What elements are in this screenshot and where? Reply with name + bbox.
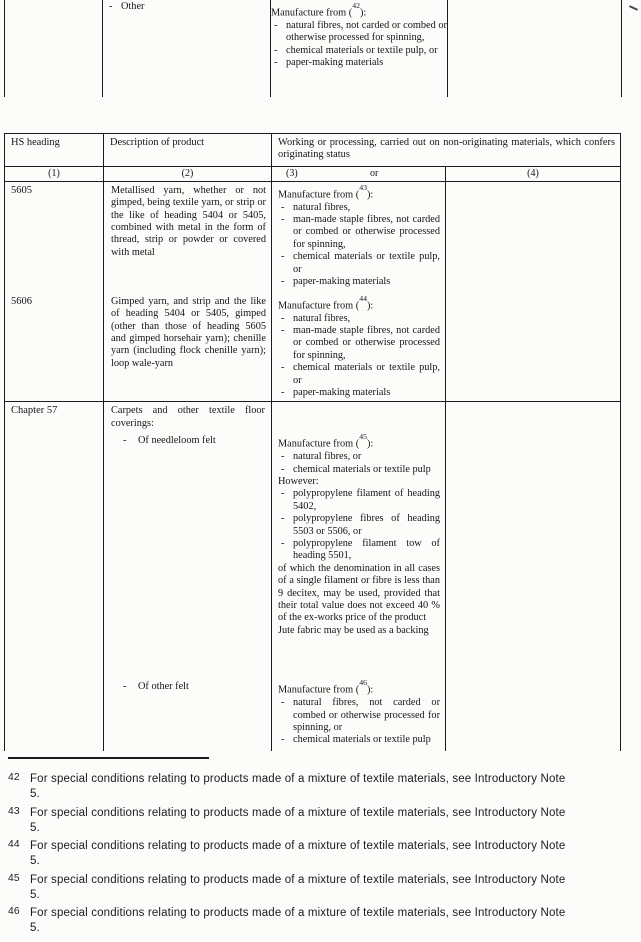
dash-bullet-glyph: - [274,44,278,56]
rule-bullet [278,488,440,513]
sub-item-label: Of other felt [138,681,189,693]
footnote-line1: For special conditions relating to products made of a mixture of textile materials, see Introductory Note [30,840,566,853]
footnote-45 [8,873,636,903]
fragment-description-cell [103,0,271,97]
manufacture-rule-heading [278,434,440,451]
footnote-text [30,806,636,836]
dash-bullet-glyph: - [281,463,285,475]
footnote-44 [8,839,636,869]
rule-bullet [278,362,440,387]
dash-bullet-glyph: - [281,201,285,213]
manufacture-rule-heading [278,680,440,697]
rule-bullet-text: chemical materials or textile pulp, or [293,362,440,386]
however-label: However: [278,475,319,487]
rule-bullet [278,251,440,276]
rule-bullet [278,276,440,288]
footnote-line1: For special conditions relating to products made of a mixture of textile materials, see Introductory Note [30,873,566,886]
rule-bullet [278,734,440,746]
footnote-reference-42: 42 [352,1,360,10]
rule-bullet-text: chemical materials or textile pulp, or [293,251,440,275]
footnote-line2: 5. [30,788,40,800]
rule-bullet-text: man-made staple fibres, not carded or combed or otherwise processed for spinning, [293,214,440,250]
footnote-number: 44 [8,839,20,851]
rule-cell-needleloom-felt [272,431,446,677]
dash-bullet-glyph: - [281,325,285,337]
column-number-4: (4) [527,167,539,179]
special-rule-cell-needleloom-empty [446,431,620,677]
dash-bullet-glyph: - [281,697,285,709]
dash-bullet-glyph: - [281,214,285,226]
dash-bullet-glyph: - [281,734,285,746]
footnote-line1: For special conditions relating to products made of a mixture of textile materials, see Introductory Note [30,907,566,920]
description-sub-item [110,681,266,693]
rule-bullet-text: chemical materials or textile pulp [293,463,431,475]
description-5605: Metallised yarn, whether or not gimped, being textile yarn, or strip or the like of heading 5404 or 5405, combined with metal in the form of thread, strip or powder or covered with metal [104,182,272,293]
rule-bullet-text: chemical materials or textile pulp, or [286,44,438,56]
header-working-processing: Working or processing, carried out on non-originating materials, which confers originating status [278,137,615,161]
dash-bullet-glyph: - [281,488,285,500]
fragment-column4-cell [448,0,622,97]
footnote-reference-46: 46 [359,678,367,688]
footnote-text [30,772,636,802]
dash-bullet-glyph: - [123,681,127,693]
rule-bullet-text: polypropylene filament tow of heading 5501, [293,537,440,562]
rule-intro-text: Manufacture from ( [278,684,360,696]
rule-bullet-text: paper-making materials [293,387,391,399]
dash-bullet-glyph: - [281,537,285,549]
footnote-46 [8,906,636,936]
dash-bullet-glyph: - [274,57,278,69]
special-rule-cell-otherfelt-empty [446,677,620,751]
description-other-felt [104,677,272,751]
special-rule-cell-5605-empty [446,182,620,293]
dash-bullet-glyph: - [281,513,285,525]
rule-cell-other-felt [272,677,446,751]
manufacture-rule-heading [278,182,440,202]
footnote-reference-44: 44 [359,293,367,303]
footnote-line2: 5. [30,821,40,834]
rule-bullet-text: chemical materials or textile pulp [293,734,431,746]
column-number-3 [272,167,446,181]
footnote-line1: For special conditions relating to products made of a mixture of textile materials, see Introductory Note [30,773,566,785]
dash-bullet-glyph: - [281,276,285,288]
rule-bullet [278,538,440,563]
rule-note-text: Jute fabric may be used as a backing [278,624,429,636]
footnotes-section [8,772,636,940]
description-sub-item [110,435,266,447]
rule-intro-suffix: ): [367,438,374,450]
footnote-number: 43 [8,805,20,817]
table-block-5605-5606 [5,182,620,403]
column-number-row [5,167,620,182]
rule-cell-chapter57-intro-empty [272,402,446,431]
hs-heading-needleloom-empty [5,431,104,677]
rule-bullet-text: man-made staple fibres, not carded or combed or otherwise processed for spinning, [293,325,440,361]
column-number-1: (1) [5,167,104,181]
rule-bullet-text: paper-making materials [286,57,384,69]
footnote-text [30,839,636,869]
table-header-row [5,134,620,167]
description-sub-item [103,1,270,13]
rule-bullet-text: natural fibres, [293,312,351,324]
rule-bullet [271,20,447,45]
dash-bullet-glyph: - [123,435,127,447]
fragment-rule-cell [271,0,448,97]
rule-bullet [278,313,440,325]
column-number-3-label: (3) [286,167,298,179]
rule-cell-5605 [272,182,446,293]
dash-bullet-glyph: - [281,362,285,374]
sub-item-label: Other [121,1,145,12]
rule-bullet [278,214,440,251]
rule-bullet [278,513,440,538]
column-number-2: (2) [104,167,272,181]
rule-bullet [278,325,440,362]
rule-bullet [278,451,440,463]
rule-intro-suffix: ): [360,7,367,19]
footnote-number: 45 [8,872,20,884]
footnote-text [30,906,636,936]
dash-bullet-glyph: - [281,251,285,263]
rule-bullet [278,387,440,399]
special-rule-cell-chapter57-intro-empty [446,402,620,431]
origin-rules-table [4,133,621,751]
footnote-line1: For special conditions relating to products made of a mixture of textile materials, see Introductory Note [30,806,566,819]
hs-heading-chapter-57: Chapter 57 [5,402,104,431]
header-hs-heading: HS heading [5,134,104,166]
dash-bullet-glyph: - [281,451,285,463]
rule-bullet [278,697,440,734]
fragment-hs-heading-cell [4,0,103,97]
footnote-number: 46 [8,906,20,918]
rule-intro-suffix: ): [367,300,374,312]
rule-intro-suffix: ): [367,684,374,696]
dash-bullet-glyph: - [109,1,113,12]
dash-bullet-glyph: - [281,312,285,324]
rule-cell-5606 [272,293,446,402]
footnote-line2: 5. [30,855,40,868]
rule-bullet [271,45,447,57]
footnote-text [30,873,636,903]
rule-intro-text: Manufacture from ( [271,7,353,19]
rule-intro-text: Manufacture from ( [278,438,360,450]
dash-bullet-glyph: - [281,387,285,399]
footnote-line2: 5. [30,888,40,901]
continuation-table-fragment [4,0,622,97]
table-block-chapter-57 [5,402,620,751]
rule-bullet-text: natural fibres, or [293,451,362,463]
special-rule-cell-5606-empty [446,293,620,402]
rule-bullet [278,464,440,476]
description-needleloom-felt [104,431,272,677]
manufacture-rule-heading [271,3,447,20]
rule-bullet-text: natural fibres, not carded or combed or otherwise processed for spinning, [286,19,447,44]
hs-heading-5605: 5605 [5,182,104,293]
rule-condition-text: of which the denomination in all cases of a single filament or fibre is less than 9 decitex, may be used, provided that their total value does not exceed 40 % of the ex-works price of the product [278,562,440,624]
rule-bullet [278,202,440,214]
rule-bullet-text: polypropylene fibres of heading 5503 or 5506, or [293,513,440,537]
footnote-reference-45: 45 [359,432,367,442]
rule-bullet-text: paper-making materials [293,276,391,288]
scan-artifact-mark [629,5,638,11]
footnote-line2: 5. [30,922,40,935]
rule-bullet-text: polypropylene filament of heading 5402, [293,488,440,512]
description-chapter-57-intro: Carpets and other textile floor coverings: [104,402,272,431]
rule-bullet-text: natural fibres, not carded or combed or otherwise processed for spinning, or [293,697,440,733]
hs-heading-5606: 5606 [5,293,104,402]
header-description: Description of product [104,134,272,166]
rule-bullet [271,57,447,69]
dash-bullet-glyph: - [274,19,278,31]
rule-bullet-text: natural fibres, [293,201,351,213]
footnote-42 [8,772,636,802]
sub-item-label: Of needleloom felt [138,435,216,447]
footnote-number: 42 [8,772,20,783]
rule-intro-text: Manufacture from ( [278,189,360,201]
manufacture-rule-heading [278,293,440,313]
hs-heading-otherfelt-empty [5,677,104,751]
description-5606: Gimped yarn, and strip and the like of heading 5404 or 5405, gimped (other than those of heading 5605 and gimped horsehair yarn); chenille yarn (including flock chenille yarn); loop wale-yarn [104,293,272,402]
footnote-reference-43: 43 [359,182,367,192]
footnote-43 [8,806,636,836]
footnote-separator-rule [8,757,209,759]
rule-intro-text: Manufacture from ( [278,300,360,312]
column-or-label: or [370,167,379,179]
rule-intro-suffix: ): [367,189,374,201]
